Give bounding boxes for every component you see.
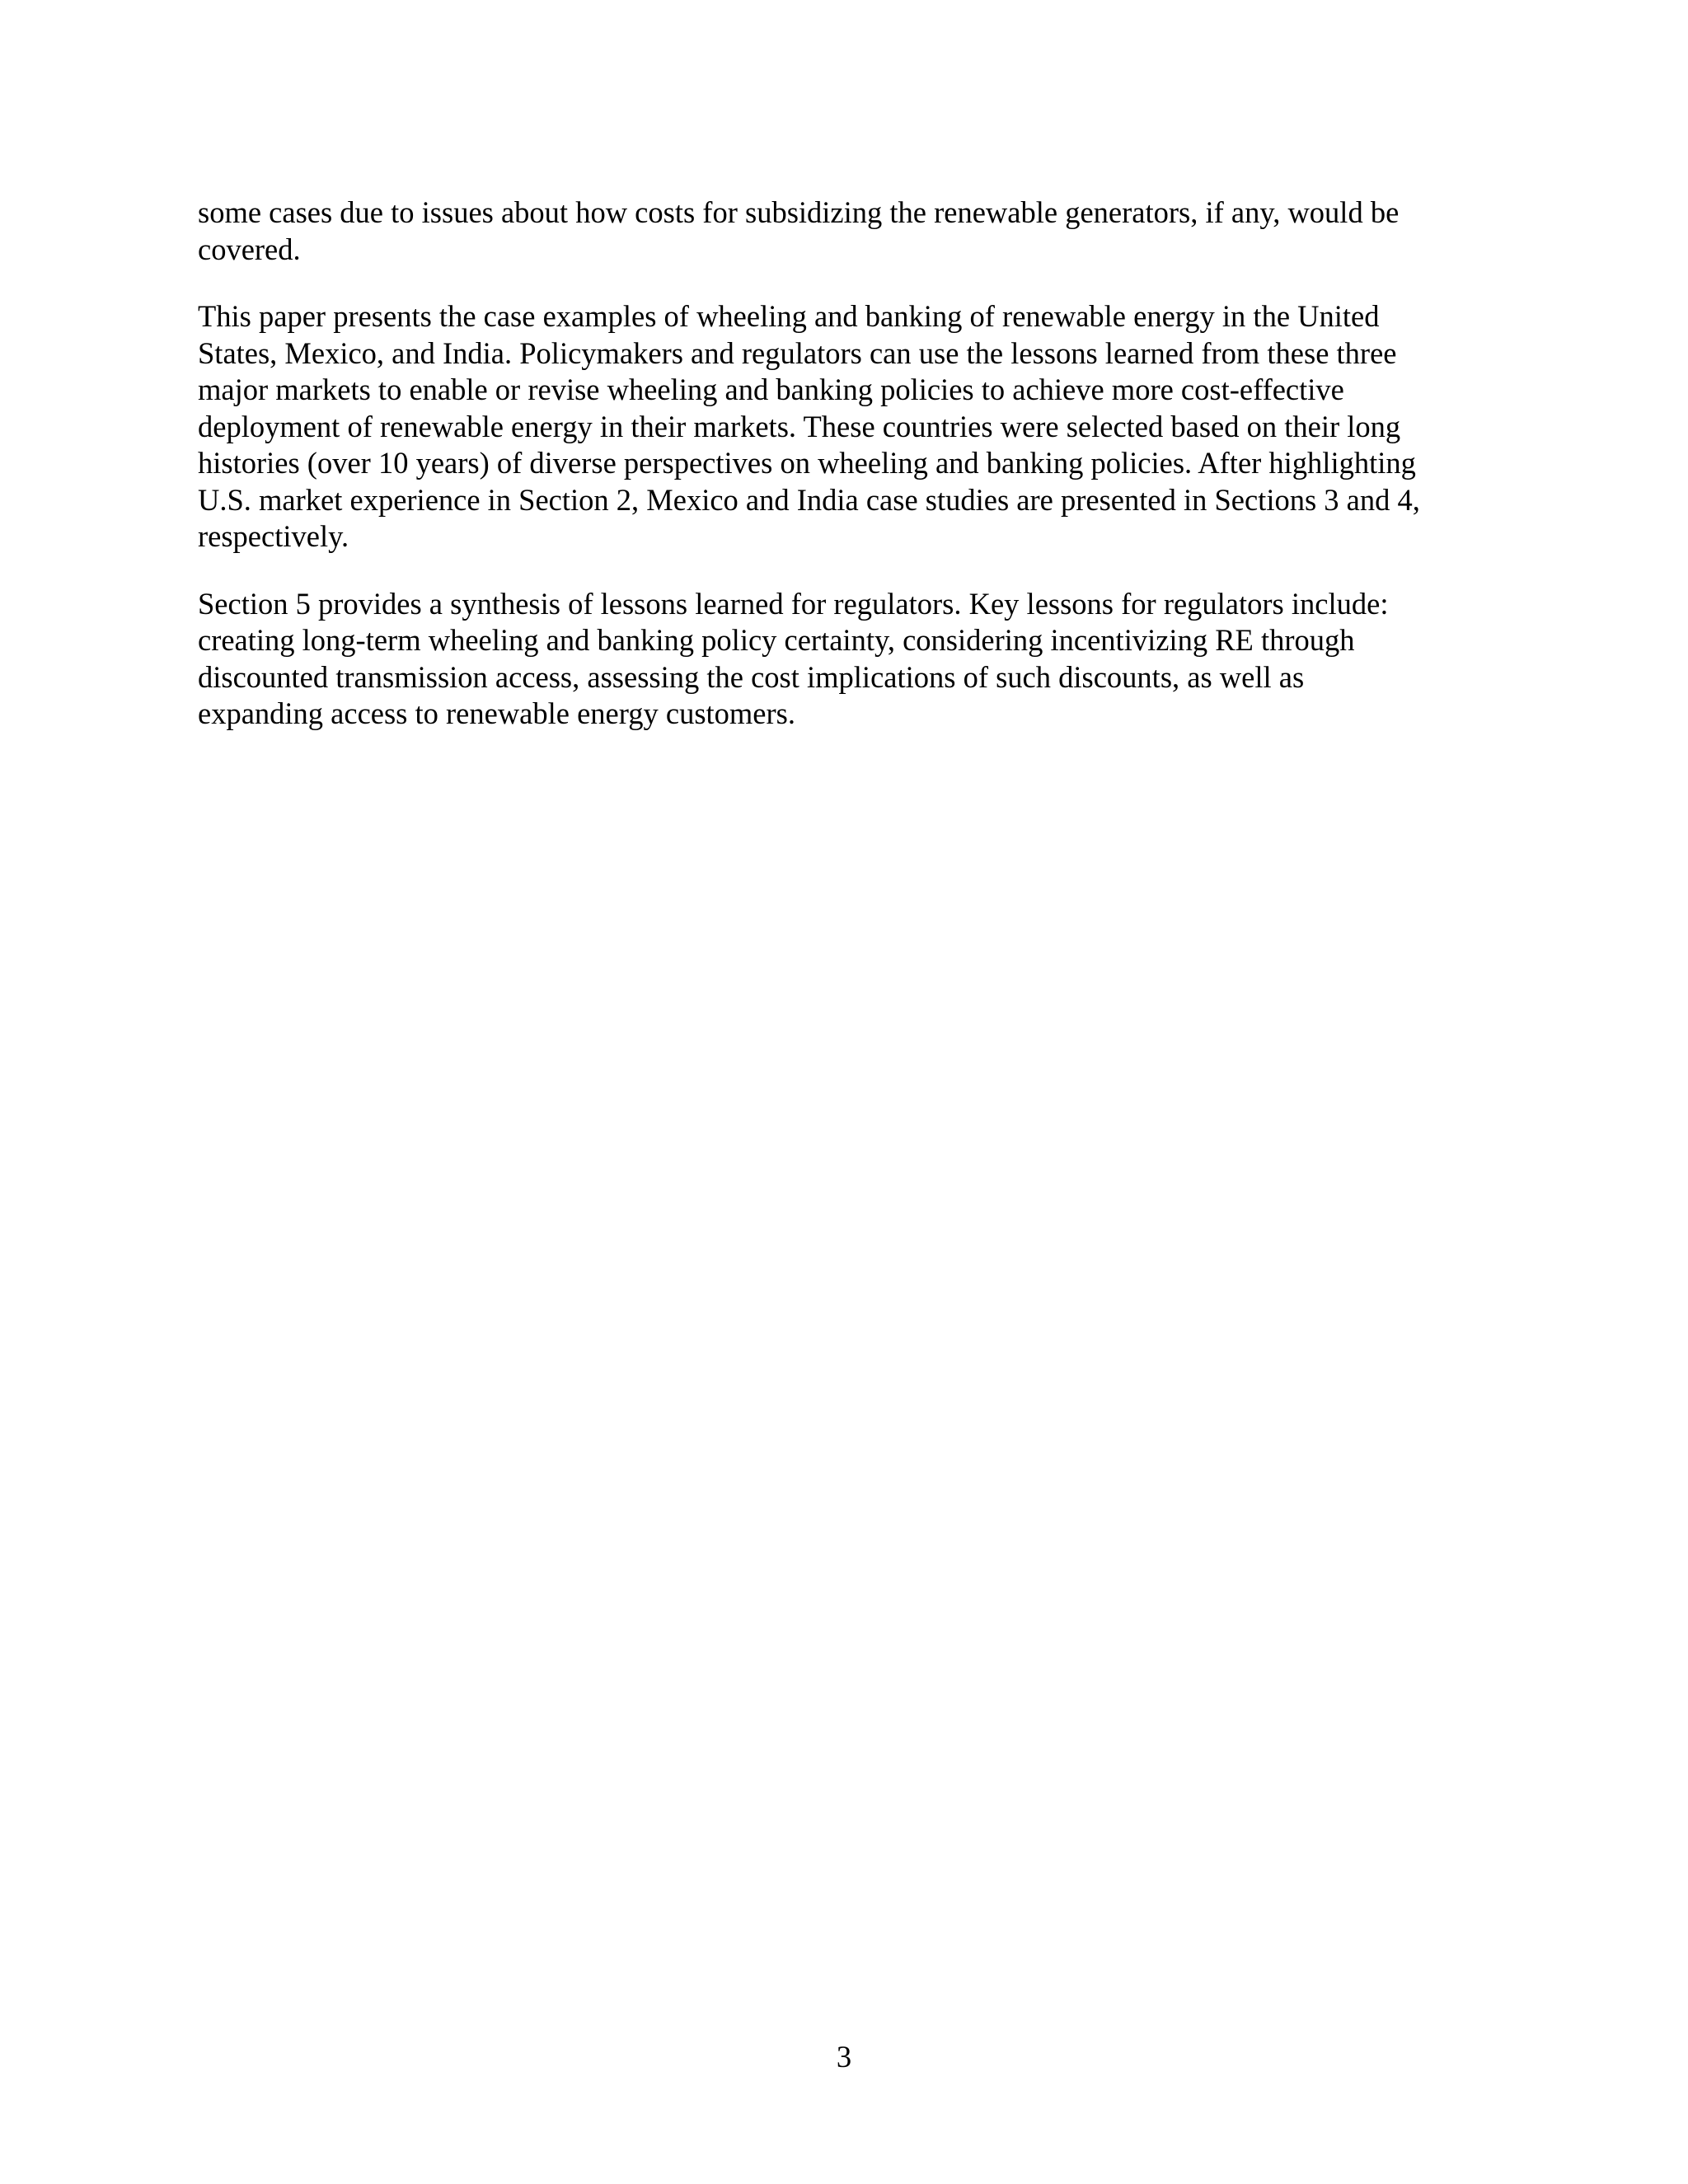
- text-line: States, Mexico, and India. Policymakers and regulators can use the lessons learned from these three: [198, 335, 1397, 370]
- document-body: [198, 194, 1500, 763]
- text-line: respectively.: [198, 519, 349, 553]
- text-line: expanding access to renewable energy customers.: [198, 696, 795, 730]
- text-line: U.S. market experience in Section 2, Mexico and India case studies are presented in Sections 3 and 4,: [198, 482, 1420, 517]
- page-number: 3: [836, 2040, 852, 2074]
- text-line: creating long-term wheeling and banking policy certainty, considering incentivizing RE through: [198, 623, 1355, 657]
- text-line: deployment of renewable energy in their markets. These countries were selected based on their long: [198, 409, 1401, 443]
- paragraph-synthesis: [198, 586, 1500, 733]
- paragraph-case-examples: [198, 298, 1500, 555]
- text-line: discounted transmission access, assessing the cost implications of such discounts, as well as: [198, 659, 1305, 694]
- text-line: histories (over 10 years) of diverse perspectives on wheeling and banking policies. After highlighting: [198, 446, 1416, 480]
- text-line: This paper presents the case examples of wheeling and banking of renewable energy in the United: [198, 299, 1380, 333]
- text-line: some cases due to issues about how costs for subsidizing the renewable generators, if any, would be: [198, 195, 1400, 229]
- paragraph-continuation: [198, 194, 1500, 268]
- text-line: covered.: [198, 232, 301, 266]
- text-line: major markets to enable or revise wheeling and banking policies to achieve more cost-effective: [198, 373, 1344, 406]
- text-line: Section 5 provides a synthesis of lessons learned for regulators. Key lessons for regulators include:: [198, 586, 1389, 621]
